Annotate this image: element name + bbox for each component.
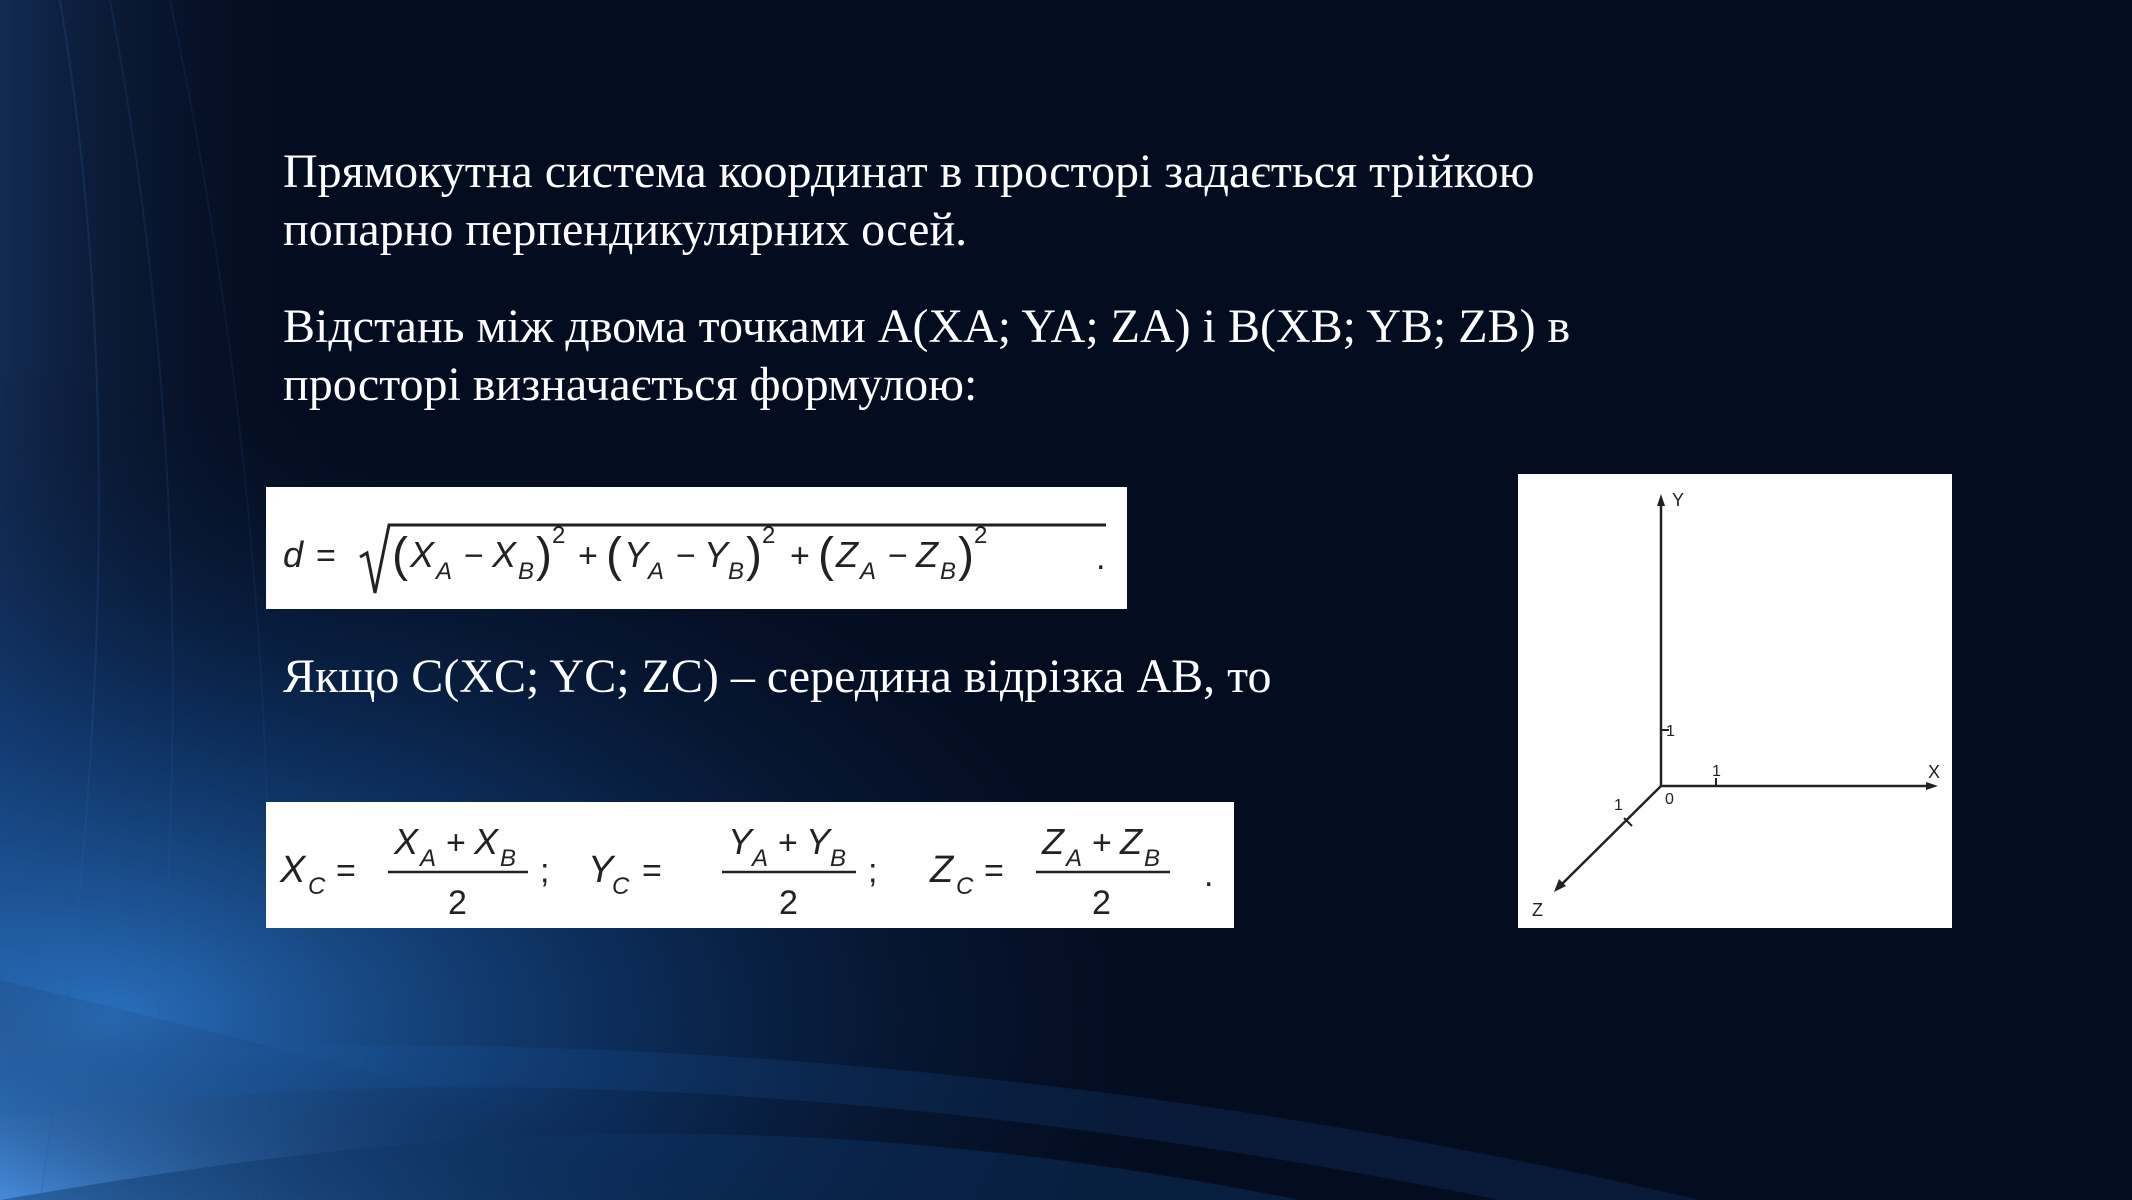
formula-ya-sub: A [648,558,665,585]
formula-plus: + [1092,824,1112,862]
formula-xa-sub: A [420,845,437,872]
formula-za-sub: A [1066,845,1083,872]
formula-plus: + [790,537,810,575]
y-axis-label: Y [1672,490,1685,510]
formula-xa-sub: A [436,558,453,585]
formula-yc: Y [588,849,614,891]
formula-zc: Z [930,849,954,891]
coordinate-axes-diagram [1518,474,1952,928]
text-line: Якщо C(XC; YC; ZC) – середина відрізка AB, то [283,650,1272,703]
origin-label: 0 [1665,791,1674,808]
formula-za-sub: A [860,558,877,585]
formula-lparen: ( [392,529,408,582]
formula-zb: Z [1120,821,1142,862]
formula-separator: ; [868,852,878,890]
formula-eq: = [984,852,1004,890]
formula-za: Z [836,534,858,575]
formula-yc-sub: C [612,873,630,900]
formula-zb-sub: B [1144,845,1161,872]
formula-xb: X [492,534,517,575]
distance-formula-image [266,487,1127,609]
formula-plus: + [446,824,466,862]
z-unit-label: 1 [1614,797,1623,814]
formula-rparen: ) [536,529,552,582]
formula-xa: X [394,821,419,862]
text-line: Прямокутна система координат в просторі задається трійкою [283,145,1535,198]
formula-power: 2 [552,522,566,549]
y-axis-arrow-icon [1657,494,1665,506]
formula-end: . [1096,539,1106,577]
midpoint-formula-image [266,802,1234,928]
formula-end: . [1204,856,1214,894]
text-line: просторі визначається формулою: [283,358,978,411]
formula-xa: X [410,534,435,575]
formula-ya-sub: A [752,845,769,872]
formula-minus: − [888,537,908,575]
formula-eq: = [336,852,356,890]
formula-zc-sub: C [956,873,974,900]
formula-denominator: 2 [779,884,798,922]
formula-lparen: ( [818,529,834,582]
formula-eq: = [642,852,662,890]
text-line: Відстань між двома точками A(XA; YA; ZA) і B(XB; YB; ZB) в [283,300,1571,353]
paragraph-midpoint-intro [283,648,1271,706]
formula-rparen: ) [958,529,974,582]
formula-plus: + [778,824,798,862]
formula-zb: Z [916,534,938,575]
formula-minus: − [676,537,696,575]
formula-zb-sub: B [940,558,957,585]
formula-lparen: ( [606,529,622,582]
paragraph-axes-definition [283,143,1534,259]
formula-eq: = [316,537,336,575]
formula-yb-sub: B [830,845,847,872]
formula-yb: Y [704,534,729,575]
y-unit-label: 1 [1666,723,1675,740]
formula-d: d [283,534,304,575]
formula-ya: Y [624,534,649,575]
formula-xc: X [280,849,306,891]
z-axis-label: Z [1532,900,1543,920]
formula-power: 2 [762,522,776,549]
x-axis-arrow-icon [1926,782,1938,790]
formula-denominator: 2 [1092,884,1111,922]
formula-xb-sub: B [518,558,535,585]
formula-plus: + [578,537,598,575]
formula-xc-sub: C [308,873,326,900]
formula-power: 2 [974,522,988,549]
formula-denominator: 2 [448,884,467,922]
x-unit-label: 1 [1712,763,1721,780]
formula-separator: ; [540,852,550,890]
formula-minus: − [464,537,484,575]
formula-yb: Y [806,821,831,862]
formula-xb: X [474,821,499,862]
x-axis-label: X [1928,762,1941,782]
formula-yb-sub: B [728,558,745,585]
z-axis-line [1562,786,1661,884]
text-line: попарно перпендикулярних осей. [283,203,968,256]
paragraph-distance-intro [283,298,1570,414]
formula-rparen: ) [746,529,762,582]
formula-xb-sub: B [500,845,517,872]
formula-ya: Y [728,821,753,862]
formula-za: Z [1042,821,1064,862]
